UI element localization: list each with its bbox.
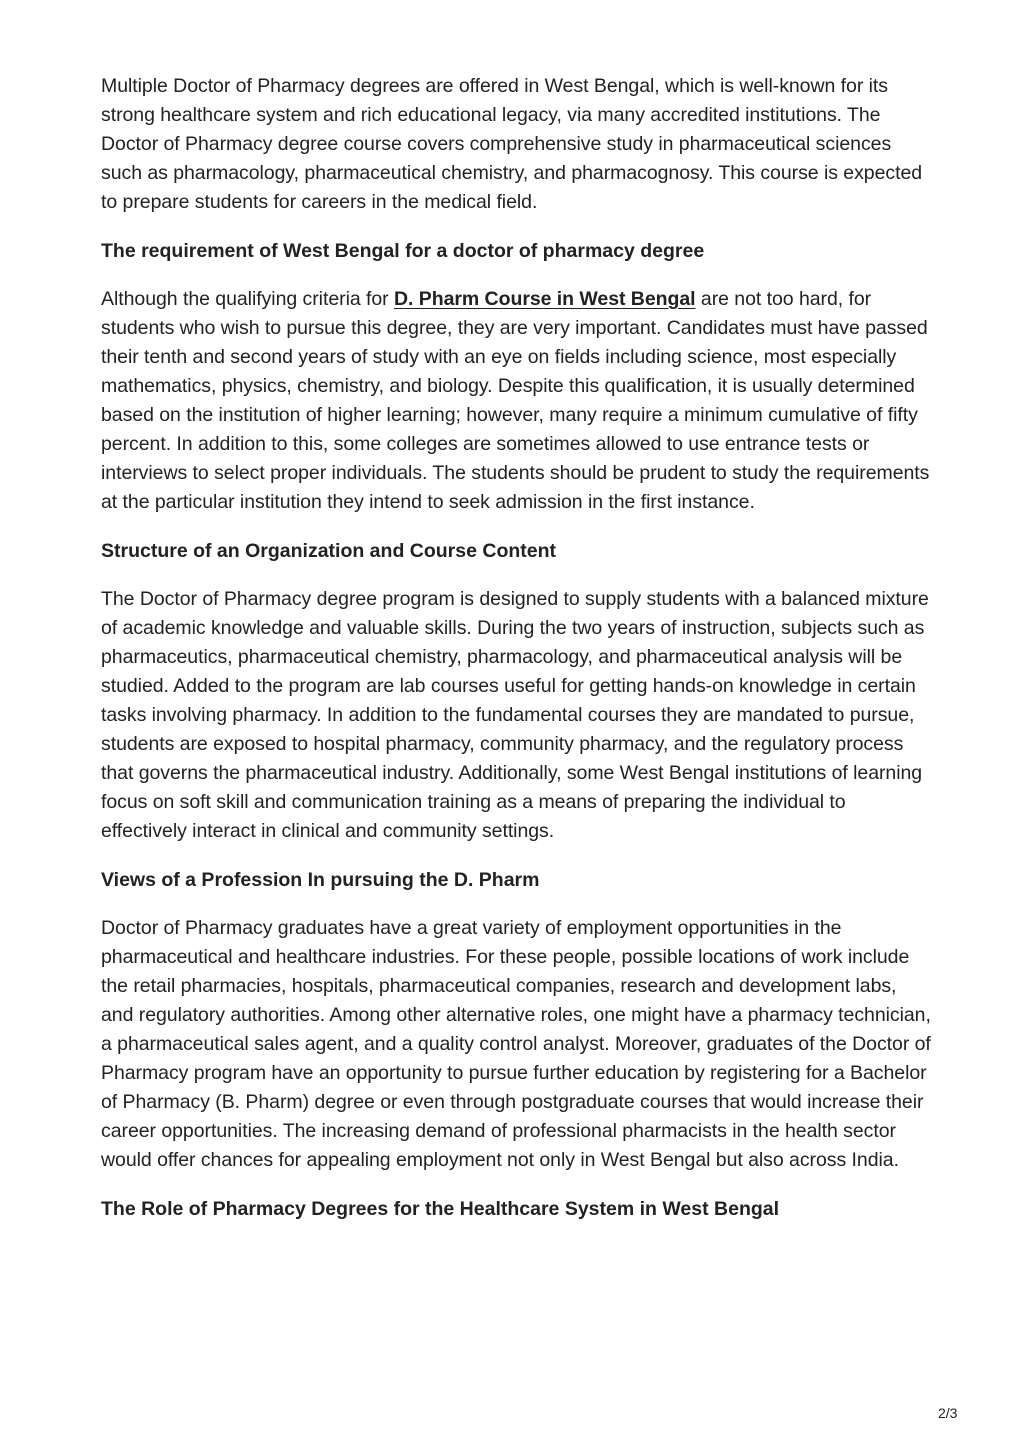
requirement-paragraph bbox=[101, 285, 931, 517]
intro-paragraph: Multiple Doctor of Pharmacy degrees are offered in West Bengal, which is well-known for its strong healthcare system and rich educational legacy, via many accredited institutions. The Doctor of Pharmacy degree course covers comprehensive study in pharmaceutical sciences such as pharmacology, pharmaceutical chemistry, and pharmacognosy. This course is expected to prepare students for careers in the medical field. bbox=[101, 75, 923, 213]
section-heading-profession: Views of a Profession In pursuing the D. Pharm bbox=[101, 869, 540, 891]
requirement-text-before-link: Although the qualifying criteria for bbox=[101, 288, 394, 310]
section-heading-structure: Structure of an Organization and Course Content bbox=[101, 540, 557, 562]
page-number: 2/3 bbox=[938, 1405, 958, 1421]
document-body bbox=[101, 72, 931, 1224]
section-heading-role: The Role of Pharmacy Degrees for the Healthcare System in West Bengal bbox=[101, 1198, 780, 1220]
structure-paragraph: The Doctor of Pharmacy degree program is designed to supply students with a balanced mixture of academic knowledge and valuable skills. During the two years of instruction, subjects such as pharmaceutics, pharmaceutical chemistry, pharmacology, and pharmaceutical analysis will be studied. Added to the program are lab courses useful for getting hands-on knowledge in certain tasks involving pharmacy. In addition to the fundamental courses they are mandated to pursue, students are exposed to hospital pharmacy, community pharmacy, and the regulatory process that governs the pharmaceutical industry. Additionally, some West Bengal institutions of learning focus on soft skill and communication training as a means of preparing the individual to effectively interact in clinical and community settings. bbox=[101, 588, 929, 842]
requirement-text-after-link: are not too hard, for students who wish to pursue this degree, they are very important. Candidates must have passed their tenth and second years of study with an eye on fields including science, most especially mathematics, physics, chemistry, and biology. Despite this qualification, it is usually determined based on the institution of higher learning; however, many require a minimum cumulative of fifty percent. In addition to this, some colleges are sometimes allowed to use entrance tests or interviews to select proper individuals. The students should be prudent to study the requirements at the particular institution they intend to seek admission in the first instance. bbox=[101, 288, 930, 513]
section-heading-requirement: The requirement of West Bengal for a doctor of pharmacy degree bbox=[101, 240, 705, 262]
profession-paragraph: Doctor of Pharmacy graduates have a great variety of employment opportunities in the pharmaceutical and healthcare industries. For these people, possible locations of work include the retail pharmacies, hospitals, pharmaceutical companies, research and development labs, and regulatory authorities. Among other alternative roles, one might have a pharmacy technician, a pharmaceutical sales agent, and a quality control analyst. Moreover, graduates of the Doctor of Pharmacy program have an opportunity to pursue further education by registering for a Bachelor of Pharmacy (B. Pharm) degree or even through postgraduate courses that would increase their career opportunities. The increasing demand of professional pharmacists in the health sector would offer chances for appealing employment not only in West Bengal but also across India. bbox=[101, 917, 931, 1171]
d-pharm-course-link[interactable]: D. Pharm Course in West Bengal bbox=[393, 288, 696, 310]
